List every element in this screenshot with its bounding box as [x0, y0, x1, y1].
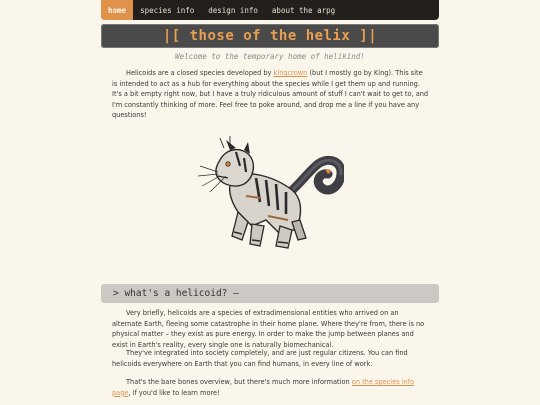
tagline: Welcome to the temporary home of helikind!	[175, 52, 365, 61]
intro-paragraph	[112, 68, 430, 121]
intro-text-end: (but I mostly go by King). This site is intended to act as a hub for everything about the species while I get them up and running. It's a bit empty right now, but I have a truly ridiculous amount of stuff I can't wait to get to, and I'm constantly thinking of more. Feel free to poke around, and drop me a line if you have any questions!	[112, 69, 429, 120]
site-title: |[ those of the helix ]|	[162, 28, 378, 44]
overview-paragraph: Very briefly, helicoids are a species of extradimensional entities who arrived on an alternate Earth, fleeing some catastrophe in their home plane. Where they're from, there is no physical matter – they exist as pure energy. In order to make the jump between planes and exist in Earth's reality, every single one is naturally biomechanical.	[112, 309, 425, 349]
eye	[226, 162, 230, 166]
nav-home[interactable]: home	[101, 0, 133, 20]
site-banner	[101, 24, 439, 48]
nav-about-arpg[interactable]: about the arpg	[271, 5, 336, 15]
author-link[interactable]: kingcrown	[273, 69, 308, 77]
helicoid-illustration	[196, 136, 344, 256]
species-info-link[interactable]: on the species info page	[112, 378, 415, 397]
nav-design-info[interactable]: design info	[208, 5, 258, 15]
ear	[226, 140, 236, 150]
intro-text-start: Helicoids are a closed species developed by	[126, 69, 274, 77]
nav-species-info[interactable]: species info	[140, 5, 195, 15]
more-info-text-end: , if you'd like to learn more!	[128, 388, 220, 397]
more-info-paragraph	[112, 377, 430, 398]
section-title: > what's a helicoid? —	[113, 288, 239, 299]
society-paragraph: They've integrated into society completely, and are just regular citizens. You can find helicoids everywhere on Earth that you can find humans, in every line of work.	[112, 349, 408, 368]
more-info-text-start: That's the bare bones overview, but there's much more information	[126, 378, 352, 386]
back-leg	[292, 220, 306, 240]
front-leg	[250, 224, 264, 246]
top-nav	[101, 0, 439, 20]
section-header-what-is	[101, 284, 439, 303]
